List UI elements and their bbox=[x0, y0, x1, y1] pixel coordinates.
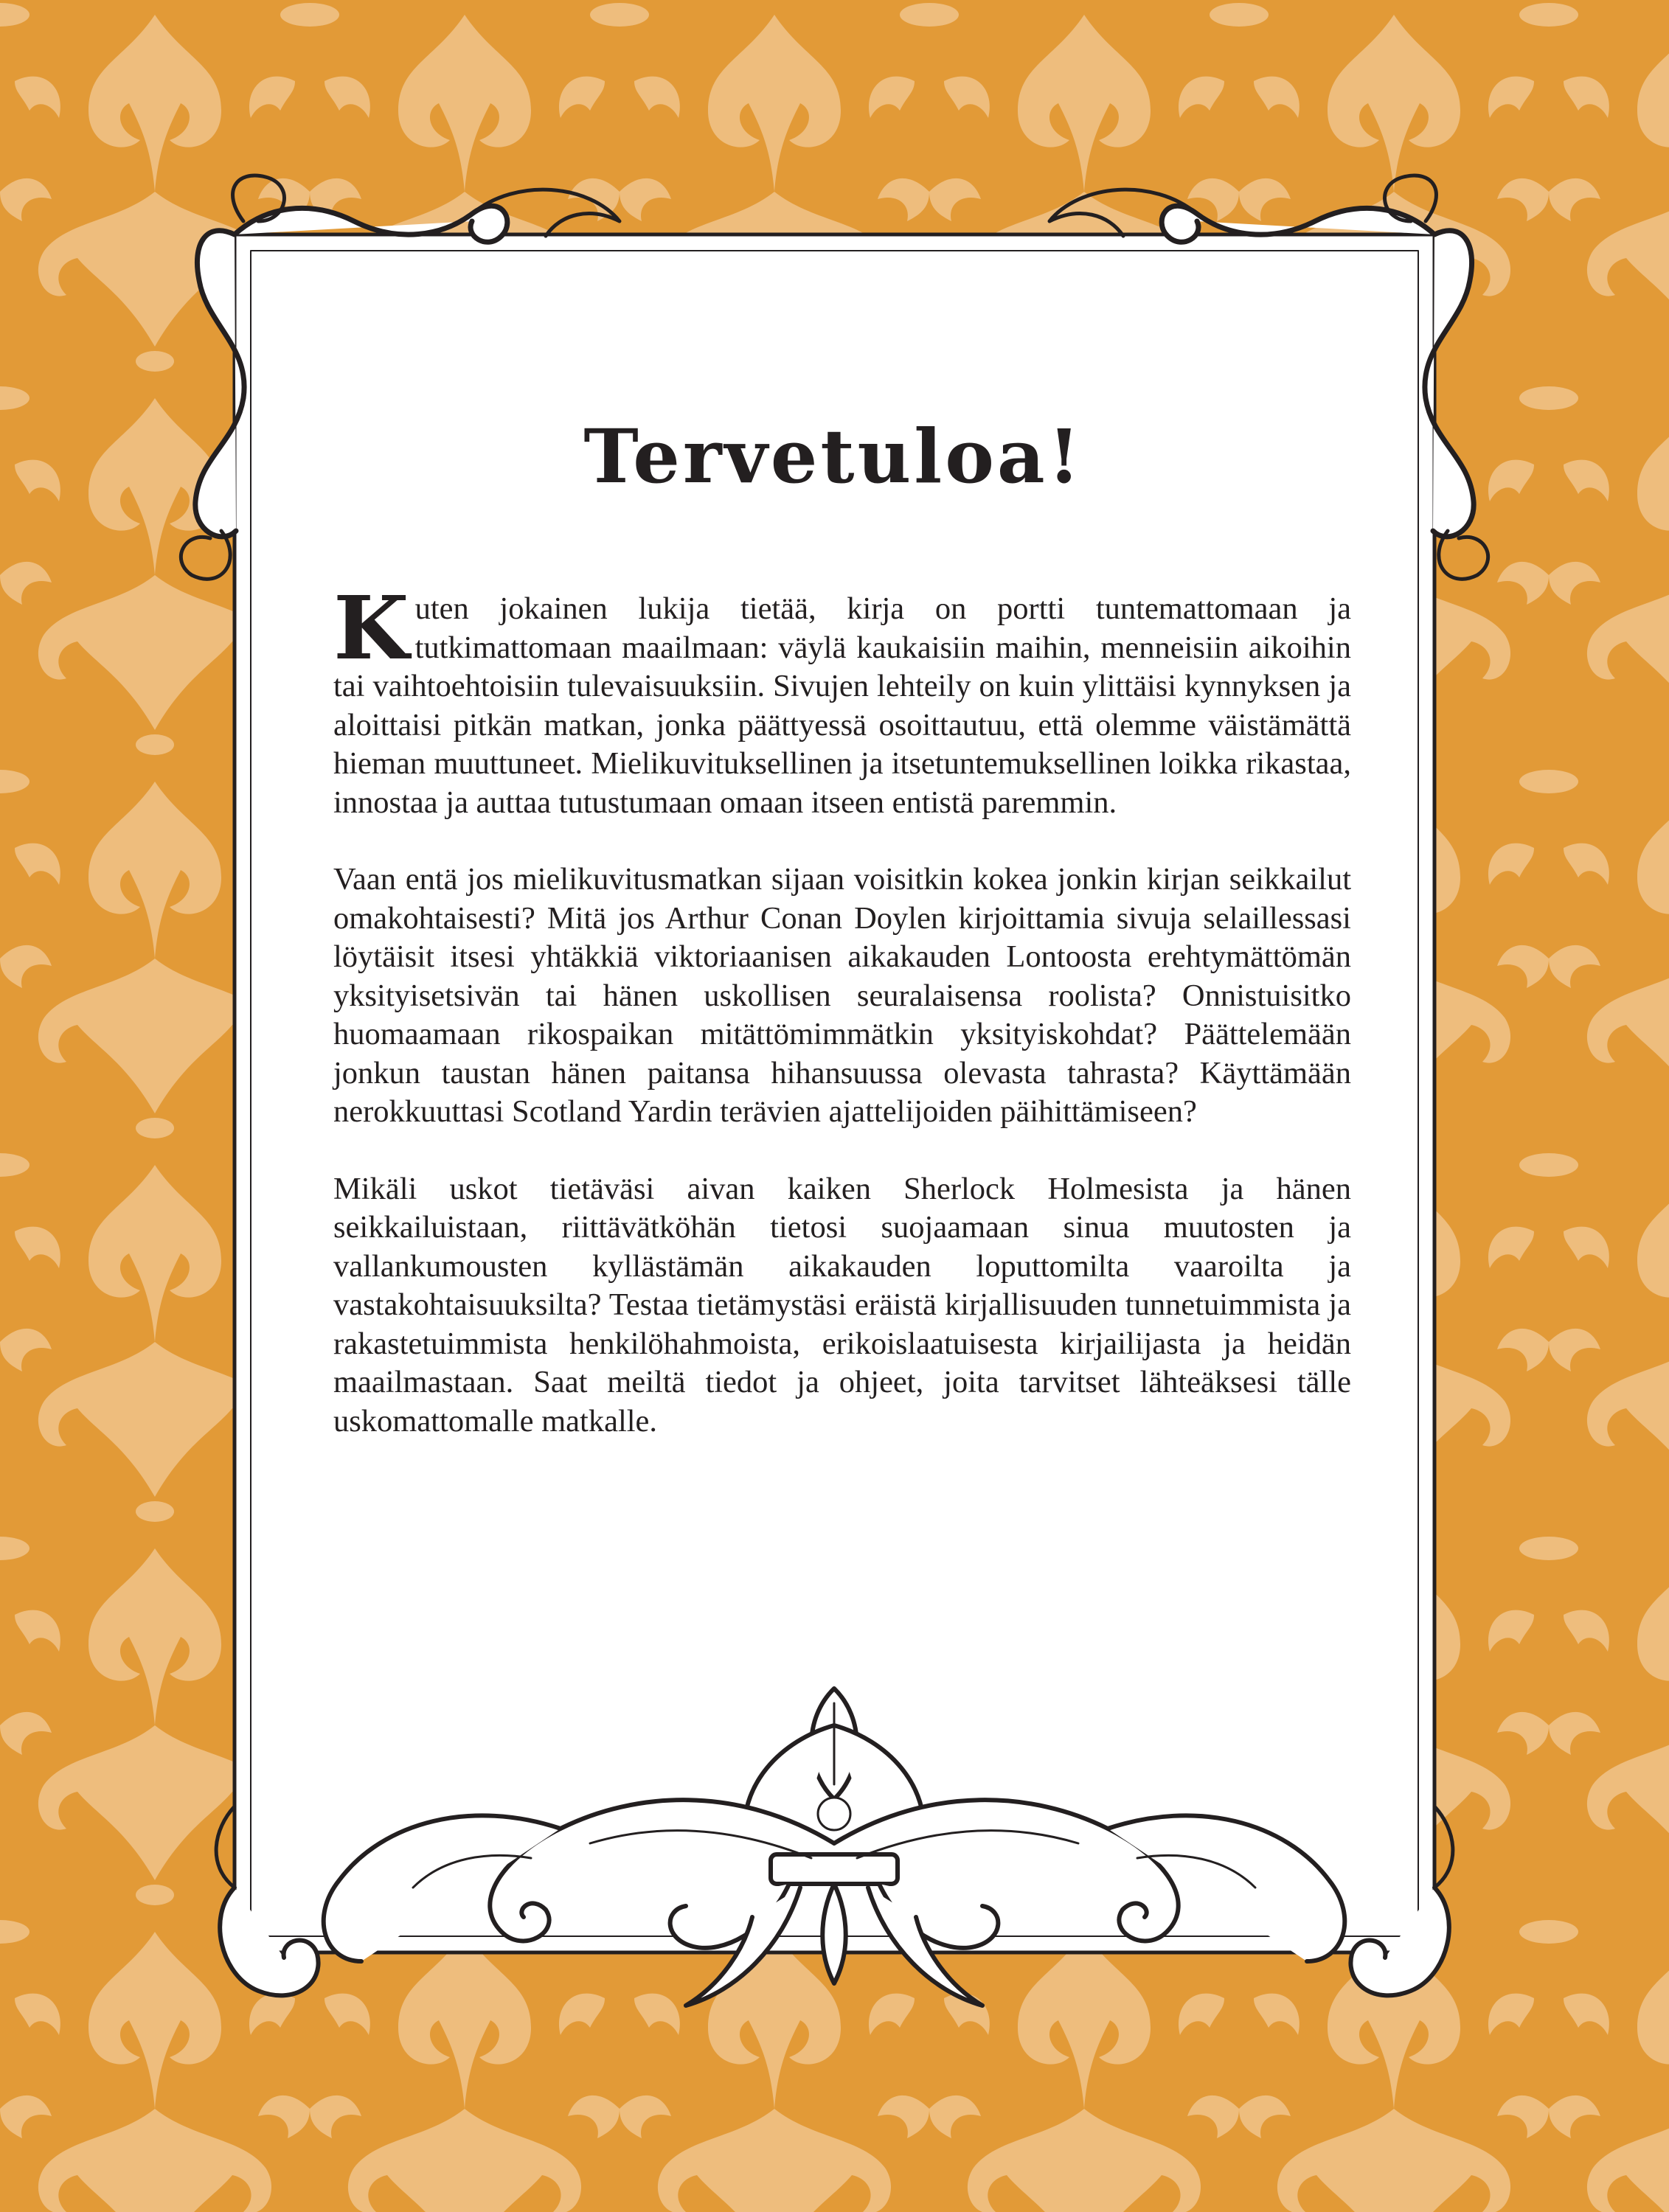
paragraph-3: Mikäli uskot tietäväsi aivan kaiken Sherlock Holmesista ja hänen seikkailuistaan, riittävätköhän tietosi suojaamaan sinua muutosten ja vallankumousten kyllästämän aikakauden loputtomilta vaaroilta ja vastakohtaisuuksilta? Testaa tietämystäsi eräistä kirjallisuuden tunnetuimmista ja rakastetuimmista henkilöhahmoista, erikoislaatuisesta kirjailijasta ja heidän maailmastaan. Saat meiltä tiedot ja ohjeet, joita tarvitset lähteäksesi tälle uskomattomalle matkalle. bbox=[333, 1171, 1351, 1439]
paragraph-1-text: uten jokainen lukija tietää, kirja on portti tuntemattomaan ja tutkimattomaan maailmaan: väylä kaukaisiin maihin, menneisiin aikoihin tai vaihtoehtoisiin tulevaisuuksiin. Sivujen lehteily on kuin ylittäisi kynnyksen ja aloittaisi pitkän matkan, jonka päättyessä osoittautuu, että olemme väistämättä hieman muuttuneet. Mielikuvituksellinen ja itsetuntemuksellinen loikka rikastaa, innostaa ja auttaa tutustumaan omaan itseen entistä paremmin. bbox=[333, 591, 1351, 820]
body-text bbox=[333, 577, 1351, 1479]
drop-cap: K bbox=[333, 577, 409, 679]
paragraph-2: Vaan entä jos mielikuvitusmatkan sijaan voisitkin kokea jonkin kirjan seikkailut omakohtaisesti? Mitä jos Arthur Conan Doylen kirjoittamia sivuja selaillessasi löytäisit itsesi yhtäkkiä viktoriaanisen aikakauden Lontoosta erehtymättömän yksityisetsivän tai hänen uskollisen seuralaisensa roolista? Onnistuisitko huomaamaan rikospaikan mitättömimmätkin yksityiskohdat? Päättelemään jonkun taustan hänen paitansa hihansuussa olevasta tahrasta? Käyttämään nerokkuuttasi Scotland Yardin terävien ajattelijoiden päihittämiseen? bbox=[333, 862, 1351, 1129]
page-title: Tervetuloa! bbox=[583, 413, 1083, 500]
paragraph-1 bbox=[333, 577, 1351, 822]
